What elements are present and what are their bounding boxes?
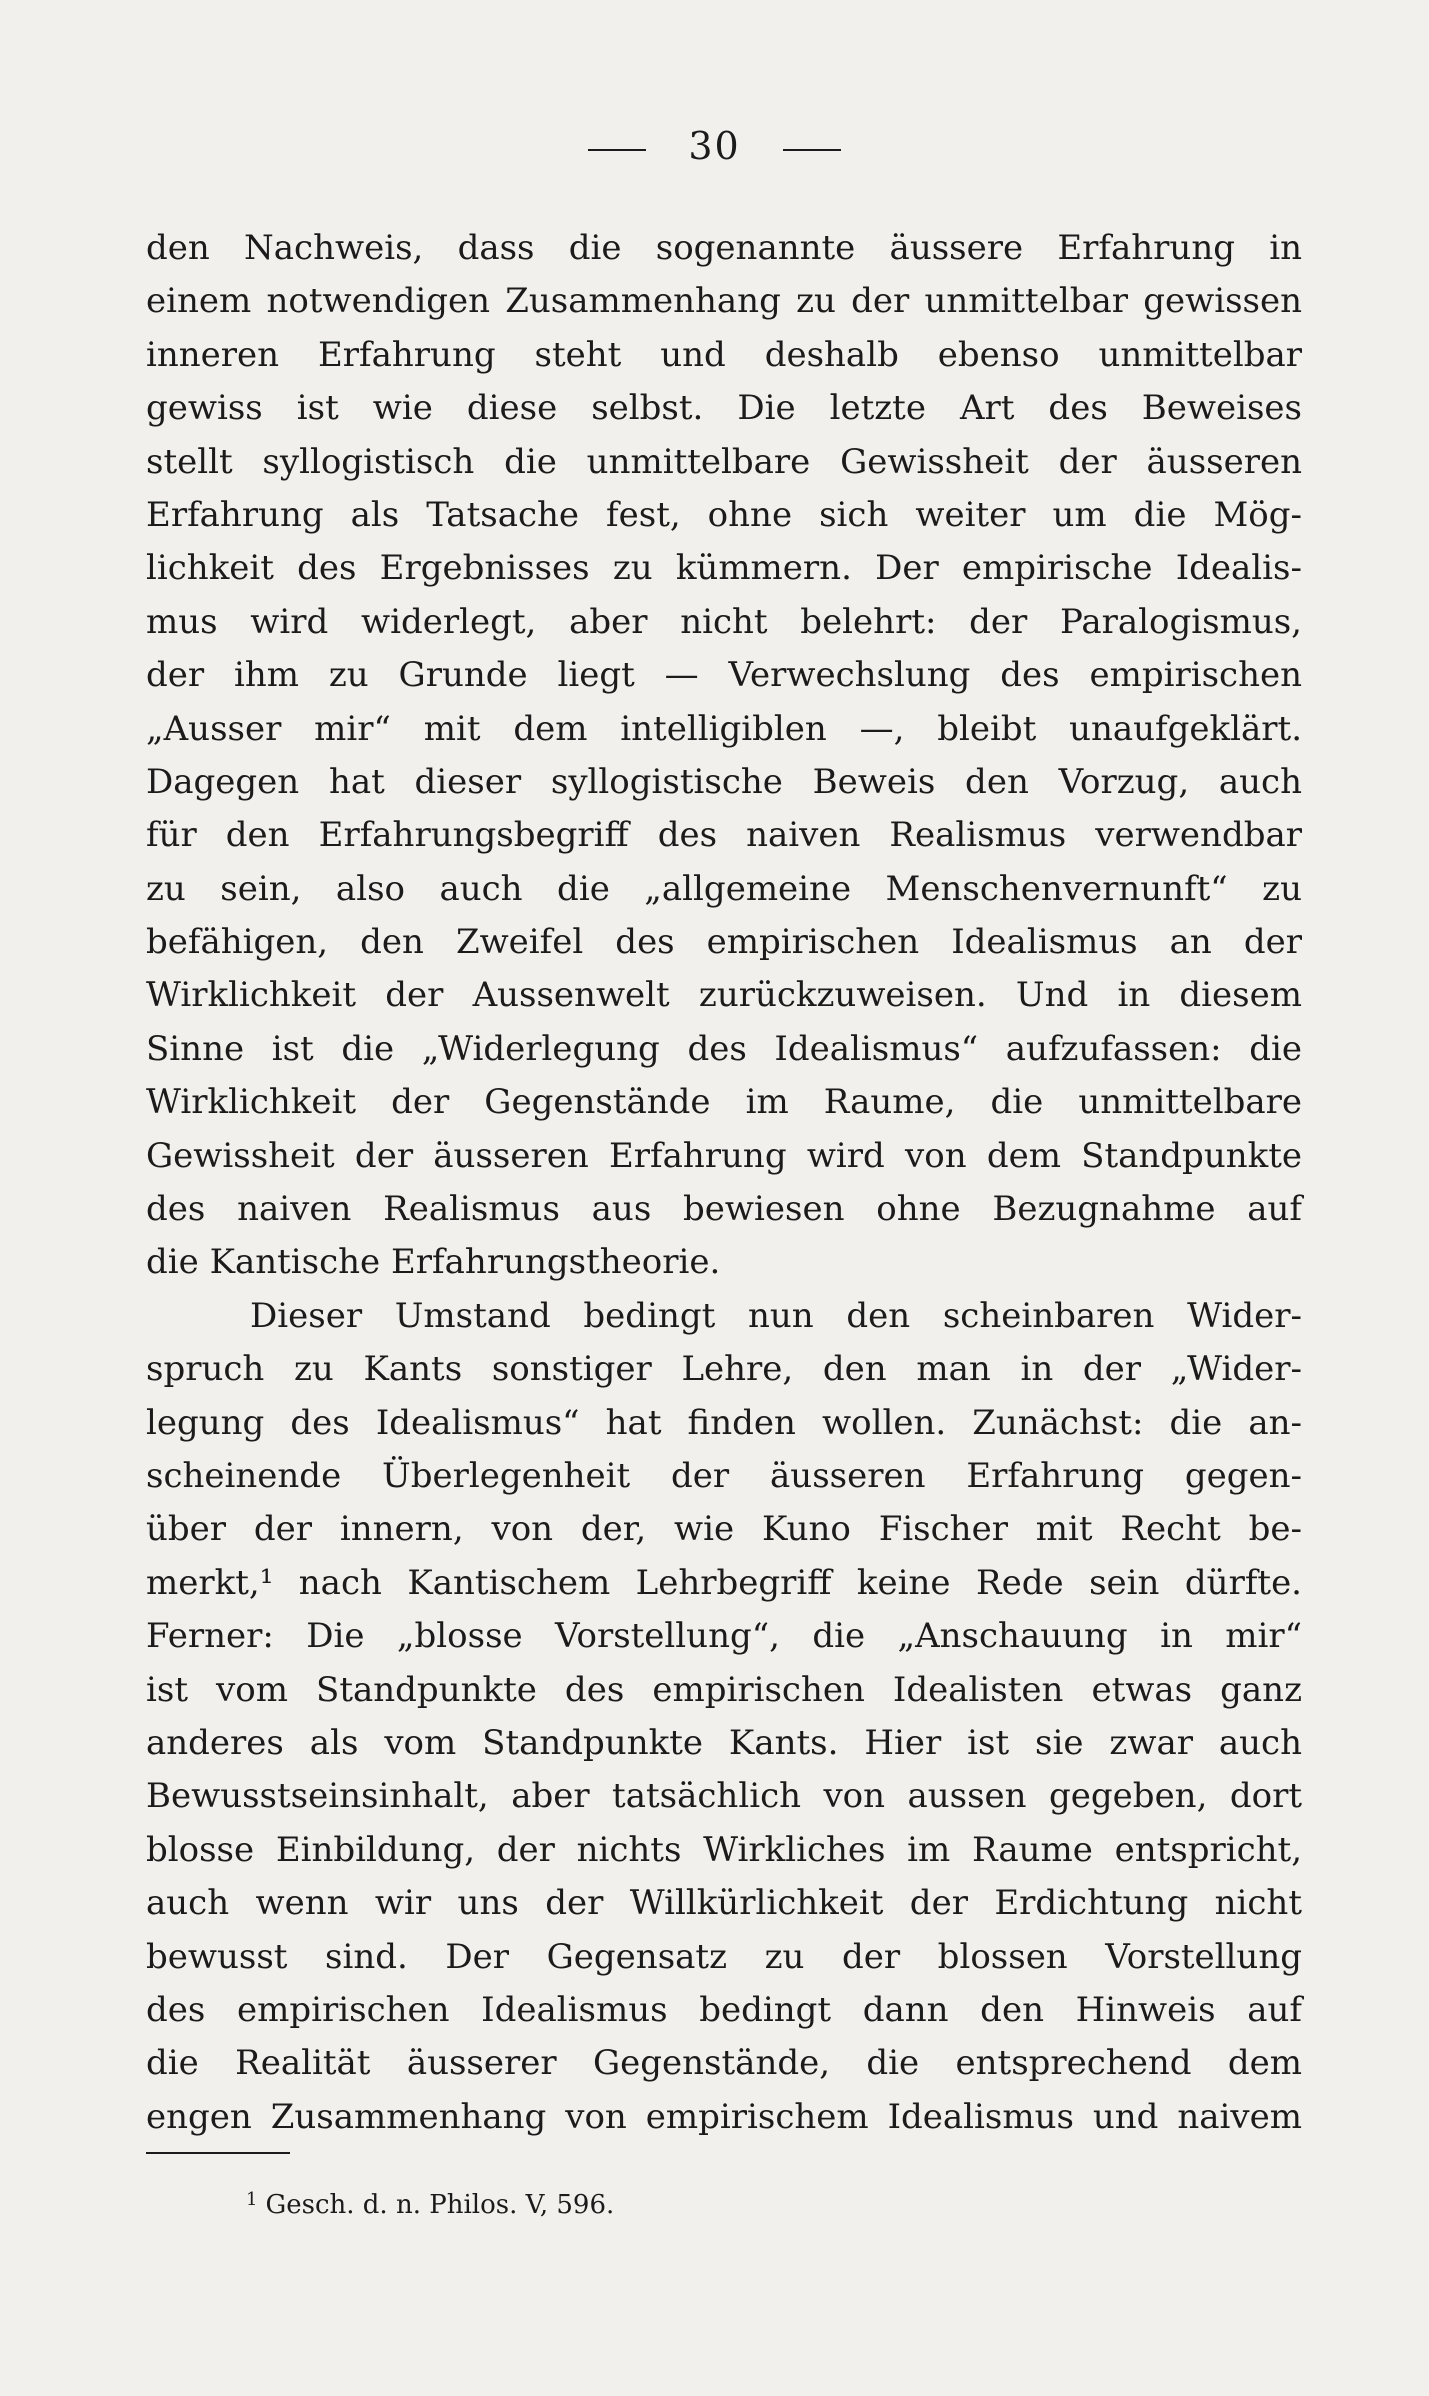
text-line: befähigen, den Zweifel des empirischen Idealismus an der bbox=[146, 922, 1302, 963]
footnote-text: Gesch. d. n. Philos. V, 596. bbox=[265, 2190, 615, 2220]
text-line: Dagegen hat dieser syllogistische Beweis den Vorzug, auch bbox=[146, 761, 1302, 802]
text-line: lichkeit des Ergebnisses zu kümmern. Der empirische Idealis- bbox=[146, 548, 1302, 589]
paragraph bbox=[146, 222, 1302, 1290]
page-header bbox=[0, 124, 1429, 168]
text-line: die Realität äusserer Gegenstände, die entsprechend dem bbox=[146, 2043, 1302, 2084]
text-line: des naiven Realismus aus bewiesen ohne Bezugnahme auf bbox=[146, 1189, 1302, 1230]
text-line: „Ausser mir“ mit dem intelligiblen —, bleibt unaufgeklärt. bbox=[146, 708, 1302, 749]
text-line: Bewusstseinsinhalt, aber tatsächlich von aussen gegeben, dort bbox=[146, 1776, 1302, 1817]
text-line: spruch zu Kants sonstiger Lehre, den man in der „Wider- bbox=[146, 1349, 1302, 1390]
text-line: anderes als vom Standpunkte Kants. Hier ist sie zwar auch bbox=[146, 1722, 1302, 1763]
text-line: der ihm zu Grunde liegt — Verwechslung des empirischen bbox=[146, 655, 1302, 696]
text-line: des empirischen Idealismus bedingt dann den Hinweis auf bbox=[146, 1989, 1302, 2030]
body-text bbox=[146, 222, 1302, 2144]
text-line: Wirklichkeit der Gegenstände im Raume, die unmittelbare bbox=[146, 1082, 1302, 1123]
footnote bbox=[246, 2180, 614, 2225]
text-line: auch wenn wir uns der Willkürlichkeit der Erdichtung nicht bbox=[146, 1883, 1302, 1924]
page-number: 30 bbox=[688, 124, 741, 168]
text-line: inneren Erfahrung steht und deshalb ebenso unmittelbar bbox=[146, 334, 1302, 375]
text-line: den Nachweis, dass die sogenannte äussere Erfahrung in bbox=[146, 228, 1302, 268]
text-line: gewiss ist wie diese selbst. Die letzte Art des Beweises bbox=[146, 388, 1302, 429]
text-line: Ferner: Die „blosse Vorstellung“, die „Anschauung in mir“ bbox=[146, 1616, 1302, 1657]
text-line: einem notwendigen Zusammenhang zu der unmittelbar gewissen bbox=[146, 281, 1302, 322]
text-line: bewusst sind. Der Gegensatz zu der blossen Vorstellung bbox=[146, 1936, 1302, 1977]
text-line: mus wird widerlegt, aber nicht belehrt: der Paralogismus, bbox=[146, 601, 1302, 642]
paragraph bbox=[146, 1290, 1302, 2144]
header-dash-left bbox=[588, 149, 646, 151]
text-line: Wirklichkeit der Aussenwelt zurückzuweisen. Und in diesem bbox=[146, 975, 1302, 1016]
text-line: Erfahrung als Tatsache fest, ohne sich weiter um die Mög- bbox=[146, 494, 1302, 535]
text-line: für den Erfahrungsbegriff des naiven Realismus verwendbar bbox=[146, 815, 1302, 856]
text-line: blosse Einbildung, der nichts Wirkliches im Raume entspricht, bbox=[146, 1829, 1302, 1870]
text-line: Gewissheit der äusseren Erfahrung wird von dem Standpunkte bbox=[146, 1135, 1302, 1176]
text-line: zu sein, also auch die „allgemeine Menschenvernunft“ zu bbox=[146, 868, 1302, 909]
footnote-rule bbox=[146, 2152, 290, 2154]
text-line: Sinne ist die „Widerlegung des Idealismus“ aufzufassen: die bbox=[146, 1028, 1302, 1069]
text-line: scheinende Überlegenheit der äusseren Erfahrung gegen- bbox=[146, 1455, 1302, 1496]
text-line: die Kantische Erfahrungstheorie. bbox=[146, 1242, 721, 1283]
header-dash-right bbox=[783, 149, 841, 151]
text-line: engen Zusammenhang von empirischem Idealismus und naivem bbox=[146, 2096, 1302, 2137]
text-line: merkt,¹ nach Kantischem Lehrbegriff keine Rede sein dürfte. bbox=[146, 1562, 1302, 1603]
text-line: Dieser Umstand bedingt nun den scheinbaren Wider- bbox=[250, 1295, 1302, 1336]
text-line: stellt syllogistisch die unmittelbare Gewissheit der äusseren bbox=[146, 441, 1302, 482]
footnote-marker: 1 bbox=[246, 2189, 258, 2210]
text-line: ist vom Standpunkte des empirischen Idealisten etwas ganz bbox=[146, 1669, 1302, 1710]
text-line: legung des Idealismus“ hat finden wollen. Zunächst: die an- bbox=[146, 1402, 1302, 1443]
text-line: über der innern, von der, wie Kuno Fischer mit Recht be- bbox=[146, 1509, 1302, 1550]
